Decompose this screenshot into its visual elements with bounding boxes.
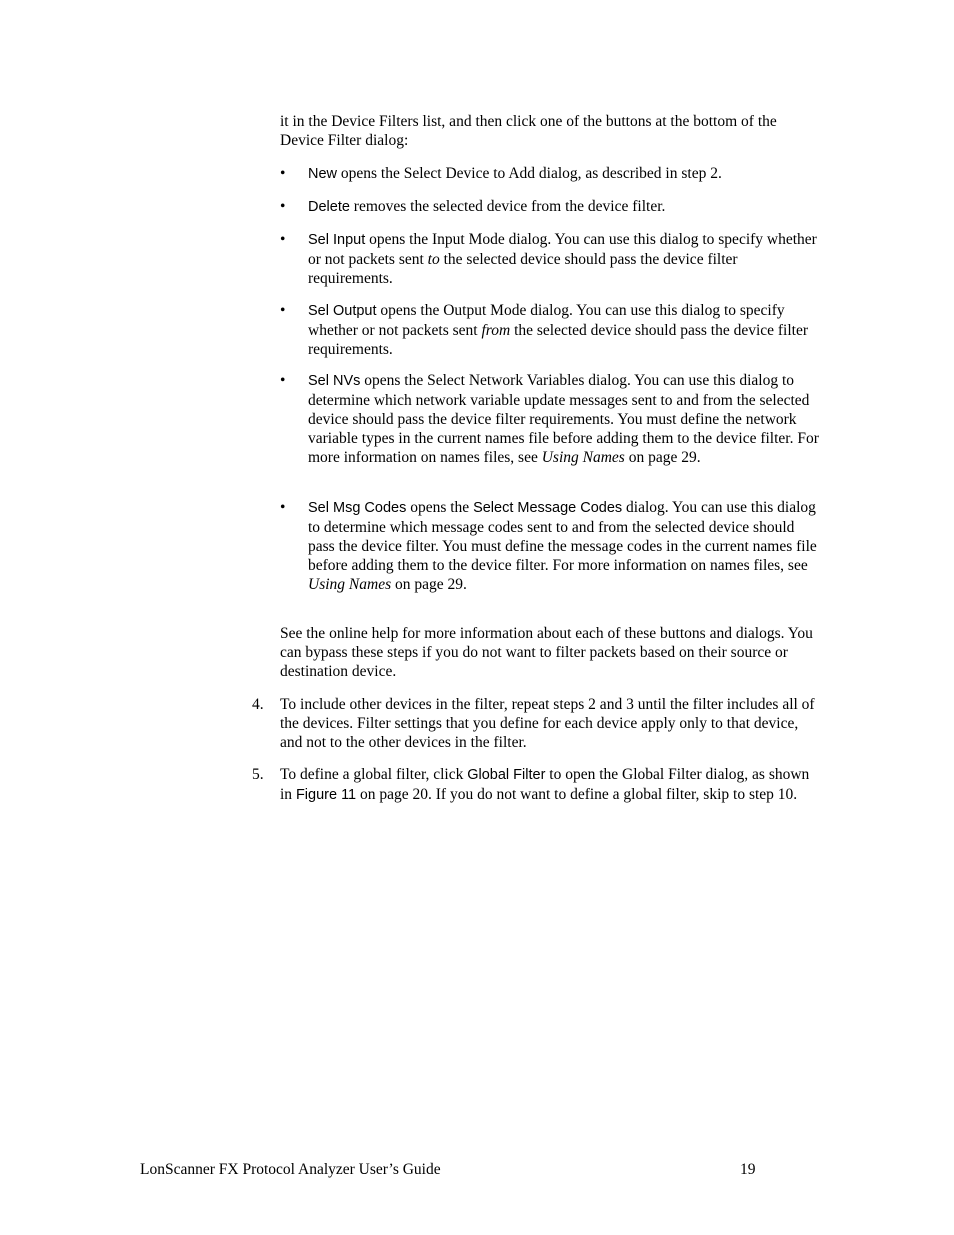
bullet-description: removes the selected device from the device filter. — [349, 198, 666, 215]
button-name-sel-output: Sel Output — [308, 303, 377, 319]
bullet-text — [308, 371, 820, 467]
bullet-description: opens the Output Mode dialog. You can use this dialog to specify whether or not packets sent — [308, 302, 785, 339]
online-help-paragraph: See the online help for more information about each of these buttons and dialogs. You can bypass these steps if you do not want to filter packets based on their source or destination device. — [280, 625, 813, 680]
bullet-description: opens the — [406, 499, 474, 516]
button-name-sel-input: Sel Input — [308, 232, 366, 248]
step-5 — [252, 765, 820, 805]
bullet-sel-output — [280, 301, 820, 359]
bullet-dot: • — [280, 198, 286, 215]
button-name-new: New — [308, 166, 338, 182]
bullet-text — [308, 164, 820, 184]
bullet-sel-input — [280, 230, 820, 288]
step-text-middle: to open the Global Filter dialog, as shown in — [280, 766, 810, 803]
emphasis-from: from — [481, 322, 511, 339]
button-name-global-filter: Global Filter — [467, 767, 546, 783]
step-text: To include other devices in the filter, repeat steps 2 and 3 until the filter includes all of the devices. Filter settings that you define for each device apply only to that device, and not to the other devices in the filter. — [280, 696, 815, 751]
bullet-description-end: on page 29. — [624, 449, 701, 466]
bullet-dot: • — [280, 302, 286, 319]
button-name-delete: Delete — [308, 199, 350, 215]
bullet-description-middle: dialog. You can use this dialog to determine which message codes sent to and from the selected device should pass the device filter. You must define the message codes in the current names file before adding them to the device filter. For more information on names files, see — [308, 499, 817, 574]
cross-reference-using-names[interactable]: Using Names — [541, 449, 625, 466]
bullet-description: opens the Select Device to Add dialog, as described in step 2. — [337, 165, 722, 182]
bullet-description: opens the Select Network Variables dialog. You can use this dialog to determine which network variable update messages sent to and from the selected device should pass the device filter requirements. You must define the network variable types in the current names file before adding them to the device filter. For more information on names files, see — [308, 372, 819, 466]
step-4 — [252, 695, 820, 752]
bullet-description-end: on page 29. — [391, 576, 467, 593]
bullet-new — [280, 164, 820, 184]
bullet-sel-msg-codes — [280, 498, 820, 594]
bullet-sel-nvs — [280, 371, 820, 467]
bullet-dot: • — [280, 165, 286, 182]
footer-title: LonScanner FX Protocol Analyzer User’s Guide — [140, 1161, 441, 1178]
bullet-text — [308, 197, 820, 217]
bullet-text — [308, 498, 820, 594]
bullet-dot: • — [280, 499, 286, 516]
step-text-start: To define a global filter, click — [280, 766, 468, 783]
step-number: 4. — [252, 696, 264, 713]
footer-page-number: 19 — [740, 1161, 756, 1178]
bullet-description-end: the selected device should pass the device filter requirements. — [308, 251, 738, 287]
step-number: 5. — [252, 766, 264, 783]
bullet-description-end: the selected device should pass the device filter requirements. — [308, 322, 809, 358]
step-text-end: on page 20. If you do not want to define a global filter, skip to step 10. — [356, 786, 798, 803]
step-text — [280, 765, 820, 805]
bullet-dot: • — [280, 231, 286, 248]
intro-paragraph: it in the Device Filters list, and then click one of the buttons at the bottom of the Device Filter dialog: — [280, 113, 777, 149]
bullet-description: opens the Input Mode dialog. You can use this dialog to specify whether or not packets sent — [308, 231, 817, 268]
figure-11-link[interactable]: Figure 11 — [295, 787, 357, 803]
emphasis-to: to — [427, 251, 440, 268]
button-name-sel-nvs: Sel NVs — [308, 373, 361, 389]
bullet-text — [308, 301, 820, 359]
bullet-dot: • — [280, 372, 286, 389]
button-name-sel-msg-codes: Sel Msg Codes — [308, 500, 407, 516]
cross-reference-using-names[interactable]: Using Names — [308, 576, 392, 593]
bullet-text — [308, 230, 820, 288]
bullet-delete — [280, 197, 820, 217]
dialog-name-select-message-codes: Select Message Codes — [473, 500, 623, 516]
